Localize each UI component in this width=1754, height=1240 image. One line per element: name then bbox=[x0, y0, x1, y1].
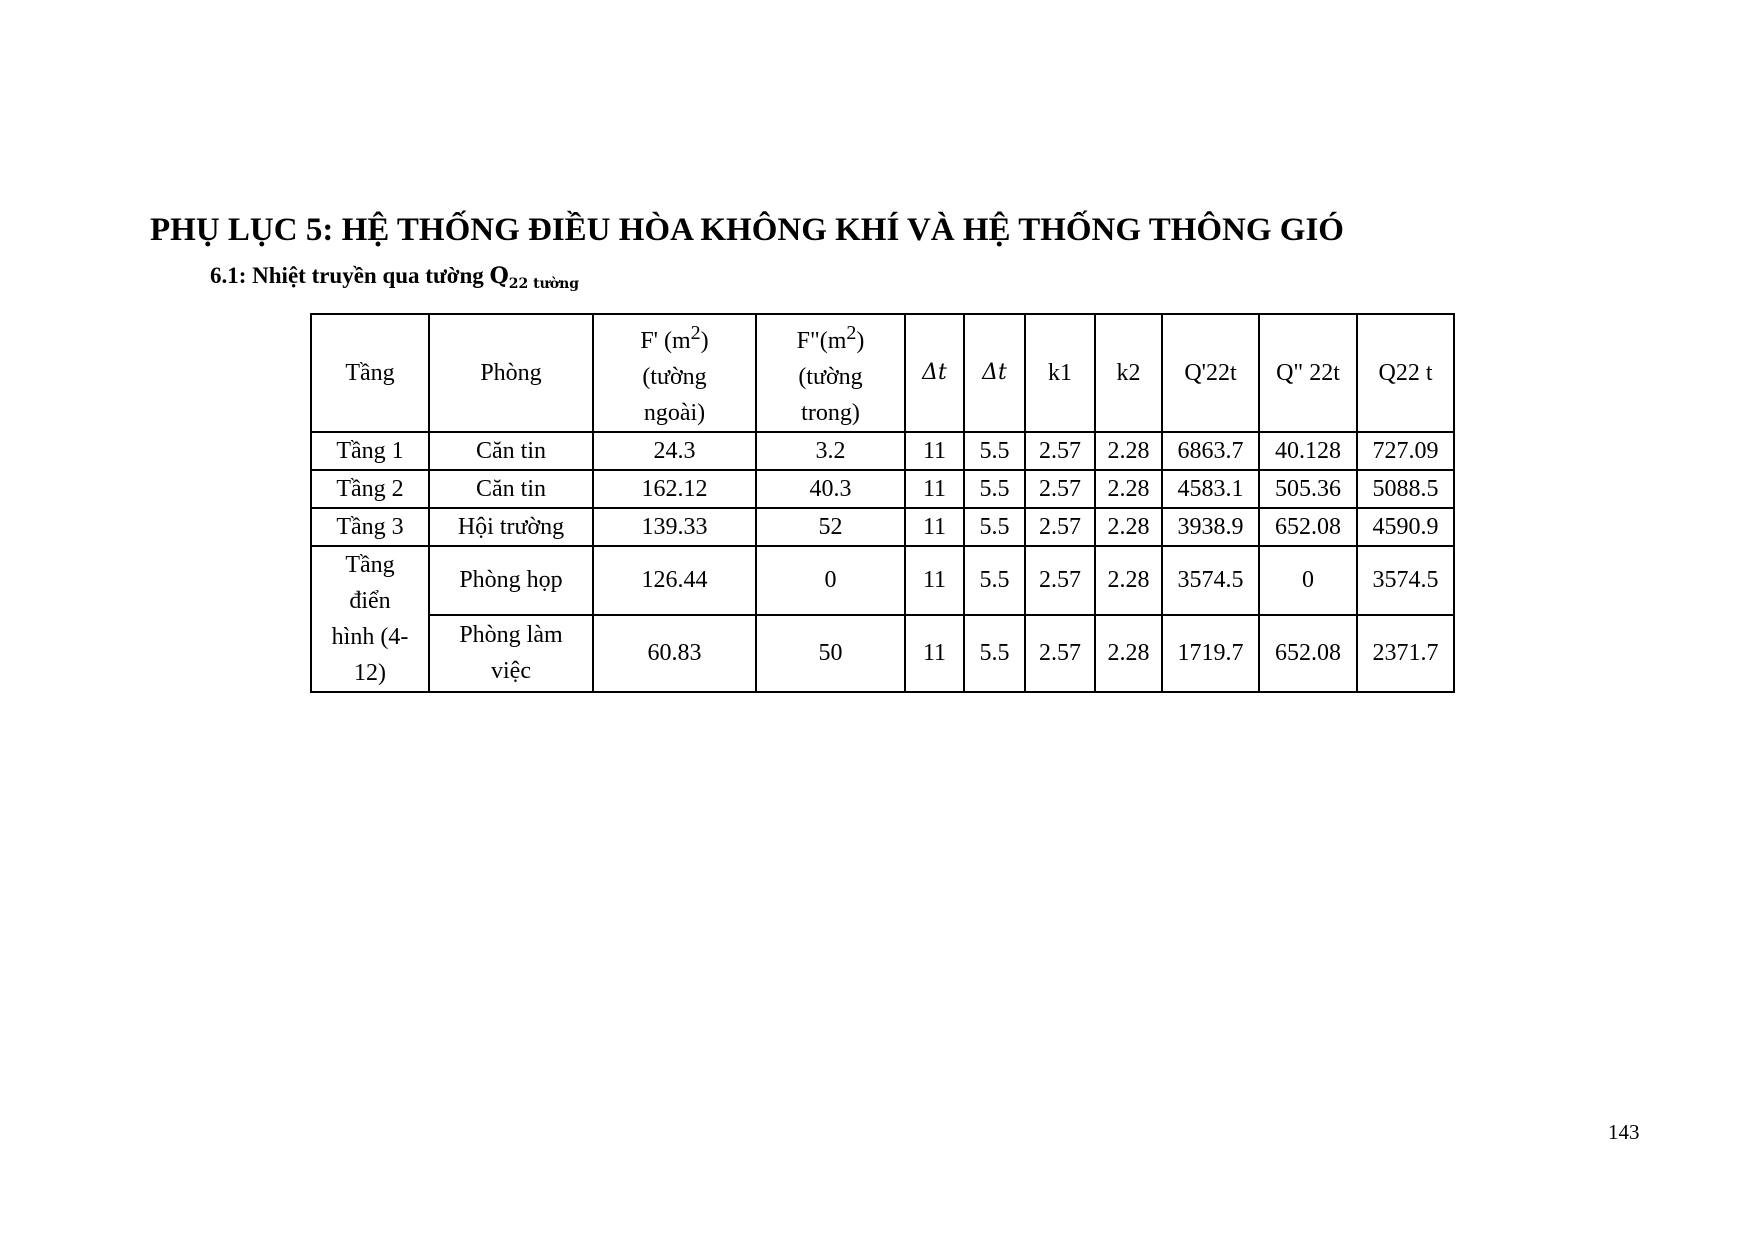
table-header-row bbox=[311, 314, 1454, 432]
cell-phong: Hội trường bbox=[429, 508, 593, 546]
cell-q1: 3574.5 bbox=[1162, 546, 1259, 615]
cell-delta-t-2: 5.5 bbox=[964, 432, 1025, 470]
cell-tang-line: 12) bbox=[354, 660, 386, 686]
table-row bbox=[311, 508, 1454, 546]
cell-f-outer: 24.3 bbox=[593, 432, 756, 470]
cell-delta-t-1: 11 bbox=[905, 470, 964, 508]
cell-q1: 3938.9 bbox=[1162, 508, 1259, 546]
table-row bbox=[311, 615, 1454, 692]
cell-k2: 2.28 bbox=[1095, 470, 1162, 508]
cell-tang: Tầng 1 bbox=[311, 432, 429, 470]
header-f-outer-close: ) bbox=[700, 328, 709, 354]
cell-k2: 2.28 bbox=[1095, 546, 1162, 615]
cell-tang-line: điển bbox=[349, 588, 391, 614]
header-f-inner-line2: (tường bbox=[798, 364, 863, 390]
cell-tang-line: Tầng bbox=[345, 552, 395, 578]
cell-k1: 2.57 bbox=[1025, 546, 1095, 615]
section-heading-text: 6.1: Nhiệt truyền qua tường bbox=[210, 263, 490, 288]
cell-q: 2371.7 bbox=[1357, 615, 1454, 692]
header-f-outer-line3: ngoài) bbox=[643, 400, 706, 426]
cell-f-inner: 0 bbox=[756, 546, 905, 615]
cell-q: 4590.9 bbox=[1357, 508, 1454, 546]
cell-delta-t-2: 5.5 bbox=[964, 546, 1025, 615]
header-k1: k1 bbox=[1025, 314, 1095, 432]
cell-q2: 652.08 bbox=[1259, 615, 1357, 692]
cell-delta-t-1: 11 bbox=[905, 508, 964, 546]
cell-k1: 2.57 bbox=[1025, 432, 1095, 470]
cell-k2: 2.28 bbox=[1095, 508, 1162, 546]
cell-phong bbox=[429, 615, 593, 692]
cell-phong-line: Phòng làm bbox=[459, 622, 563, 649]
page-number: 143 bbox=[1608, 1120, 1640, 1144]
cell-phong: Phòng họp bbox=[429, 546, 593, 615]
cell-phong-line: việc bbox=[491, 658, 531, 685]
cell-q: 5088.5 bbox=[1357, 470, 1454, 508]
header-tang: Tầng bbox=[311, 314, 429, 432]
cell-f-outer: 60.83 bbox=[593, 615, 756, 692]
cell-q2: 40.128 bbox=[1259, 432, 1357, 470]
cell-delta-t-1: 11 bbox=[905, 432, 964, 470]
header-f-inner-label: F"(m bbox=[796, 328, 847, 354]
cell-k2: 2.28 bbox=[1095, 615, 1162, 692]
cell-tang: Tầng 2 bbox=[311, 470, 429, 508]
page-heading: PHỤ LỤC 5: HỆ THỐNG ĐIỀU HÒA KHÔNG KHÍ VÀ HỆ THỐNG THÔNG GIÓ bbox=[150, 212, 1344, 248]
q-symbol: Q bbox=[489, 263, 509, 289]
cell-k1: 2.57 bbox=[1025, 470, 1095, 508]
cell-q1: 1719.7 bbox=[1162, 615, 1259, 692]
cell-q2: 505.36 bbox=[1259, 470, 1357, 508]
header-f-inner-line3: trong) bbox=[801, 400, 860, 426]
cell-delta-t-2: 5.5 bbox=[964, 508, 1025, 546]
header-f-outer-label: F' (m bbox=[640, 328, 691, 354]
cell-f-outer: 126.44 bbox=[593, 546, 756, 615]
cell-k1: 2.57 bbox=[1025, 508, 1095, 546]
cell-tang: Tầng 3 bbox=[311, 508, 429, 546]
header-q: Q22 t bbox=[1357, 314, 1454, 432]
header-f-inner bbox=[756, 314, 905, 432]
cell-f-inner: 40.3 bbox=[756, 470, 905, 508]
section-heading bbox=[210, 263, 579, 292]
cell-q1: 6863.7 bbox=[1162, 432, 1259, 470]
cell-q: 3574.5 bbox=[1357, 546, 1454, 615]
header-phong: Phòng bbox=[429, 314, 593, 432]
cell-q2: 652.08 bbox=[1259, 508, 1357, 546]
header-delta-t-1: Δt bbox=[905, 314, 964, 432]
table-row bbox=[311, 432, 1454, 470]
q-subscript: 22 tường bbox=[508, 276, 580, 292]
table-row bbox=[311, 470, 1454, 508]
header-q1: Q'22t bbox=[1162, 314, 1259, 432]
cell-k2: 2.28 bbox=[1095, 432, 1162, 470]
cell-k1: 2.57 bbox=[1025, 615, 1095, 692]
cell-f-inner: 52 bbox=[756, 508, 905, 546]
header-delta-t-2: Δt bbox=[964, 314, 1025, 432]
header-f-outer bbox=[593, 314, 756, 432]
header-f-outer-line2: (tường bbox=[642, 364, 707, 390]
cell-f-outer: 162.12 bbox=[593, 470, 756, 508]
header-f-inner-sup: 2 bbox=[846, 322, 857, 344]
header-q2: Q" 22t bbox=[1259, 314, 1357, 432]
cell-q: 727.09 bbox=[1357, 432, 1454, 470]
cell-delta-t-1: 11 bbox=[905, 546, 964, 615]
cell-f-inner: 50 bbox=[756, 615, 905, 692]
cell-q1: 4583.1 bbox=[1162, 470, 1259, 508]
cell-phong: Căn tin bbox=[429, 432, 593, 470]
cell-delta-t-2: 5.5 bbox=[964, 470, 1025, 508]
header-f-inner-close: ) bbox=[856, 328, 865, 354]
cell-delta-t-2: 5.5 bbox=[964, 615, 1025, 692]
cell-phong: Căn tin bbox=[429, 470, 593, 508]
cell-tang-line: hình (4- bbox=[331, 624, 409, 650]
cell-q2: 0 bbox=[1259, 546, 1357, 615]
header-k2: k2 bbox=[1095, 314, 1162, 432]
cell-f-outer: 139.33 bbox=[593, 508, 756, 546]
cell-tang-merged bbox=[311, 546, 429, 692]
cell-delta-t-1: 11 bbox=[905, 615, 964, 692]
heat-transfer-table bbox=[310, 313, 1455, 693]
cell-f-inner: 3.2 bbox=[756, 432, 905, 470]
table-row bbox=[311, 546, 1454, 615]
header-f-outer-sup: 2 bbox=[690, 322, 701, 344]
